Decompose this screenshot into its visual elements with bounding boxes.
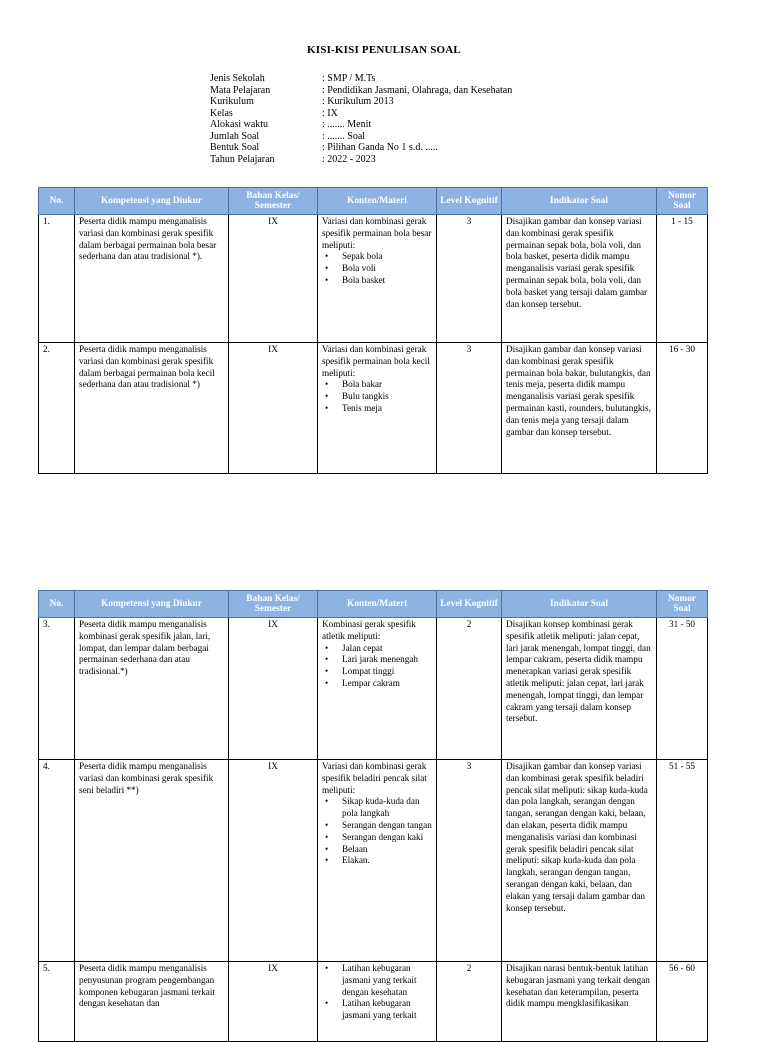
materi-item: • Belaan (342, 844, 432, 856)
row-kelas: IX (229, 760, 318, 962)
table-row (39, 618, 708, 760)
row-kelas: IX (229, 343, 318, 474)
row-no: 3. (39, 618, 75, 760)
header-level-kognitif: Level Kognitif (437, 188, 502, 215)
row-materi (318, 760, 437, 962)
table-row (39, 760, 708, 962)
header-nomor-soal: Nomor Soal (657, 188, 708, 215)
meta-value: : Kurikulum 2013 (322, 96, 394, 107)
row-no: 4. (39, 760, 75, 962)
meta-label: Kurikulum (210, 96, 254, 107)
meta-row (210, 142, 512, 154)
table-row (39, 215, 708, 343)
meta-value: : ....... Soal (322, 130, 366, 142)
row-kompetensi: Peserta didik mampu menganalisis kombinasi gerak spesifik jalan, lari, lompat, dan lempar dalam berbagai permainan sederhana dan atau tradisional.*) (75, 618, 229, 760)
header-indikator-soal: Indikator Soal (502, 188, 657, 215)
meta-label: Jenis Sekolah (210, 73, 265, 84)
row-materi (318, 343, 437, 474)
row-indikator: Disajikan konsep kombinasi gerak spesifik atletik meliputi: jalan cepat, lari jarak menengah, lompat tinggi, dan lempar cakram, peserta didik mampu menerapkan variasi gerak spesifik atletik meliputi: jalan cepat, lari jarak menengah, lompat tinggi, dan lempar cakram yang tersaji dalam konsep tersebut. (502, 618, 657, 760)
materi-item: • Tenis meja (342, 403, 432, 415)
table-row (39, 962, 708, 1042)
materi-item: • Bola bakar (342, 379, 432, 391)
meta-value: : SMP / M.Ts (322, 73, 376, 84)
row-nomor: 16 - 30 (657, 343, 708, 474)
header-indikator-soal: Indikator Soal (502, 591, 657, 618)
table-header-row (39, 591, 708, 618)
materi-item: • Bola voli (342, 263, 432, 275)
meta-value: : Pendidikan Jasmani, Olahraga, dan Kesehatan (322, 84, 513, 96)
materi-item: • Sepak bola (342, 251, 432, 263)
header-nomor-soal: Nomor Soal (657, 591, 708, 618)
materi-item: • Latihan kebugaran jasmani yang terkait dengan kesehatan (342, 963, 432, 998)
row-kelas: IX (229, 618, 318, 760)
row-nomor: 1 - 15 (657, 215, 708, 343)
materi-lead: Kombinasi gerak spesifik atletik meliputi: (322, 619, 416, 641)
row-indikator: Disajikan gambar dan konsep variasi dan kombinasi gerak spesifik permainan sepak bola, bola voli, dan bola basket, peserta didik mampu menganalisis variasi gerak spesifik permainan sepak bola, bola voli, dan bola basket yang tersaji dalam gambar dan konsep tersebut. (502, 215, 657, 343)
materi-list (322, 796, 432, 867)
kisi-table-page-1 (38, 187, 708, 474)
header-level-kognitif: Level Kognitif (437, 591, 502, 618)
meta-row (210, 96, 512, 108)
materi-item: • Lompat tinggi (342, 666, 432, 678)
materi-item: • Serangan dengan kaki (342, 832, 432, 844)
row-indikator: Disajikan narasi bentuk-bentuk latihan kebugaran jasmani yang terkait dengan kesehatan dan keterampilan, peserta didik mampu mengklasifikasikan (502, 962, 657, 1042)
materi-item: • Sikap kuda-kuda dan pola langkah (342, 796, 432, 820)
materi-lead: Variasi dan kombinasi gerak spesifik permainan bola besar meliputi: (322, 216, 432, 250)
materi-lead: Variasi dan kombinasi gerak spesifik beladiri pencak silat meliputi: (322, 761, 427, 795)
meta-label: Bentuk Soal (210, 142, 260, 153)
row-no: 2. (39, 343, 75, 474)
meta-label: Tahun Pelajaran (210, 153, 275, 165)
meta-label: Jumlah Soal (210, 130, 260, 142)
meta-row (210, 131, 512, 143)
materi-item: • Lempar cakram (342, 678, 432, 690)
row-level: 2 (437, 618, 502, 760)
row-no: 5. (39, 962, 75, 1042)
header-konten-materi: Konten/Materi (318, 591, 437, 618)
row-level: 3 (437, 343, 502, 474)
row-level: 3 (437, 760, 502, 962)
row-nomor: 51 - 55 (657, 760, 708, 962)
row-nomor: 56 - 60 (657, 962, 708, 1042)
row-materi (318, 962, 437, 1042)
meta-row (210, 85, 512, 97)
meta-row (210, 108, 512, 120)
meta-label: Mata Pelajaran (210, 84, 271, 96)
materi-list (322, 251, 432, 286)
meta-row (210, 73, 512, 85)
materi-item: • Lari jarak menengah (342, 654, 432, 666)
row-no: 1. (39, 215, 75, 343)
row-kelas: IX (229, 215, 318, 343)
row-kompetensi: Peserta didik mampu menganalisis variasi dan kombinasi gerak spesifik seni beladiri **) (75, 760, 229, 962)
meta-value: : Pilihan Ganda No 1 s.d. ..... (322, 142, 438, 153)
meta-label: Kelas (210, 107, 233, 119)
row-kelas: IX (229, 962, 318, 1042)
materi-item: • Latihan kebugaran jasmani yang terkait (342, 998, 432, 1022)
header-kompetensi: Kompetensi yang Diukur (75, 591, 229, 618)
row-kompetensi: Peserta didik mampu menganalisis variasi dan kombinasi gerak spesifik dalam berbagai permainan bola kecil sederhana dan atau tradisional *) (75, 343, 229, 474)
materi-item: • Jalan cepat (342, 643, 432, 655)
kisi-table-page-2 (38, 590, 708, 1042)
materi-list (322, 643, 432, 690)
row-materi (318, 215, 437, 343)
materi-item: • Bola basket (342, 275, 432, 287)
meta-row (210, 154, 512, 166)
header-bahan-kelas: Bahan Kelas/ Semester (229, 591, 318, 618)
materi-item: • Serangan dengan tangan (342, 820, 432, 832)
row-level: 2 (437, 962, 502, 1042)
materi-item: • Bulu tangkis (342, 391, 432, 403)
row-indikator: Disajikan gambar dan konsep variasi dan kombinasi gerak spesifik beladiri pencak silat meliputi: sikap kuda-kuda dan pola langkah, serangan dengan tangan, serangan dengan kaki, belaan, dan elakan, peserta didik mampu menganalisis variasi dan kombinasi gerak spesifik beladiri pencak silat meliputi: sikap kuda-kuda dan pola langkah, serangan dengan tangan, serangan dengan kaki, belaan, dan elakan yang tersaji dalam gambar dan konsep tersebut. (502, 760, 657, 962)
header-bahan-kelas: Bahan Kelas/ Semester (229, 188, 318, 215)
document-title: KISI-KISI PENULISAN SOAL (307, 44, 461, 56)
header-kompetensi: Kompetensi yang Diukur (75, 188, 229, 215)
row-level: 3 (437, 215, 502, 343)
materi-lead: Variasi dan kombinasi gerak spesifik permainan bola kecil meliputi: (322, 344, 430, 378)
row-kompetensi: Peserta didik mampu menganalisis variasi dan kombinasi gerak spesifik dalam berbagai permainan bola besar sederhana dan atau tradisional *). (75, 215, 229, 343)
materi-item: • Elakan. (342, 855, 432, 867)
meta-value: : ....... Menit (322, 119, 372, 130)
meta-row (210, 119, 512, 131)
row-nomor: 31 - 50 (657, 618, 708, 760)
row-kompetensi: Peserta didik mampu menganalisis penyusunan program pengembangan komponen kebugaran jasmani terkait dengan kesehatan dan (75, 962, 229, 1042)
header-no: No. (39, 591, 75, 618)
row-indikator: Disajikan gambar dan konsep variasi dan kombinasi gerak spesifik permainan bola bakar, bulutangkis, dan tenis meja, peserta didik mampu menganalisis variasi gerak spesifik permainan kasti, rounders, bulutangkis, dan tenis meja yang tersaji dalam gambar dan konsep tersebut. (502, 343, 657, 474)
row-materi (318, 618, 437, 760)
meta-value: : 2022 - 2023 (322, 153, 376, 165)
table-row (39, 343, 708, 474)
meta-label: Alokasi waktu (210, 119, 269, 130)
table-header-row (39, 188, 708, 215)
meta-value: : IX (322, 107, 338, 119)
materi-list (322, 963, 432, 1022)
document-meta (210, 73, 512, 165)
header-konten-materi: Konten/Materi (318, 188, 437, 215)
header-no: No. (39, 188, 75, 215)
materi-list (322, 379, 432, 414)
